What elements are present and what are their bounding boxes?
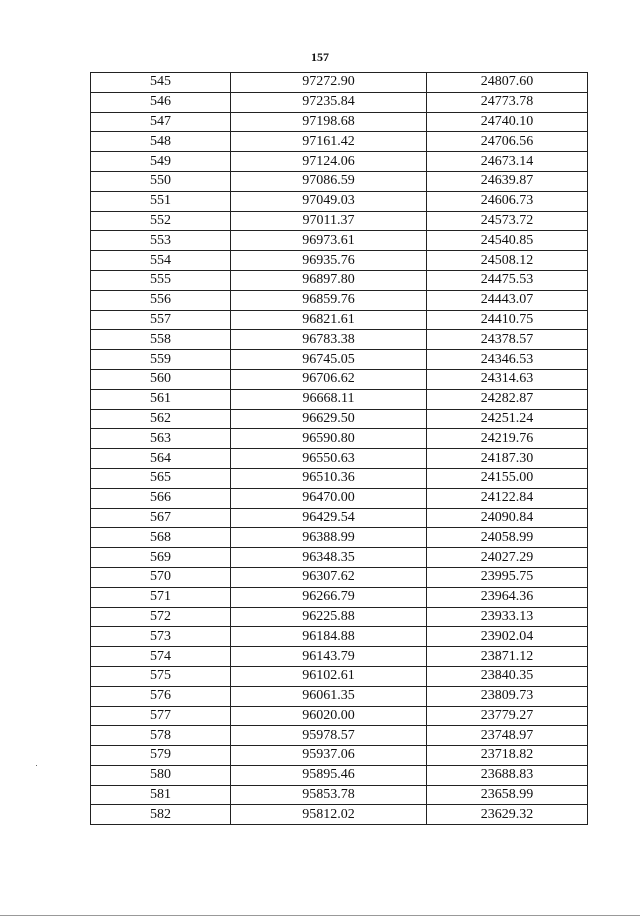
row-index-cell: 552: [91, 211, 231, 231]
first-value-cell: 96706.62: [231, 369, 427, 389]
second-value-cell: 24540.85: [427, 231, 588, 251]
row-index-cell: 553: [91, 231, 231, 251]
second-value-cell: 24639.87: [427, 171, 588, 191]
table-row: [91, 231, 588, 251]
first-value-cell: 96143.79: [231, 647, 427, 667]
table-row: [91, 726, 588, 746]
second-value-cell: 23933.13: [427, 607, 588, 627]
second-value-cell: 24155.00: [427, 468, 588, 488]
second-value-cell: 24773.78: [427, 92, 588, 112]
table-row: [91, 290, 588, 310]
table-row: [91, 310, 588, 330]
second-value-cell: 24606.73: [427, 191, 588, 211]
table-row: [91, 211, 588, 231]
first-value-cell: 97011.37: [231, 211, 427, 231]
second-value-cell: 24807.60: [427, 73, 588, 93]
second-value-cell: 23718.82: [427, 746, 588, 766]
row-index-cell: 578: [91, 726, 231, 746]
table-row: [91, 73, 588, 93]
second-value-cell: 24378.57: [427, 330, 588, 350]
row-index-cell: 581: [91, 785, 231, 805]
first-value-cell: 96935.76: [231, 251, 427, 271]
first-value-cell: 96184.88: [231, 627, 427, 647]
row-index-cell: 551: [91, 191, 231, 211]
second-value-cell: 24090.84: [427, 508, 588, 528]
second-value-cell: 23658.99: [427, 785, 588, 805]
table-row: [91, 132, 588, 152]
table-row: [91, 191, 588, 211]
first-value-cell: 96061.35: [231, 686, 427, 706]
second-value-cell: 24027.29: [427, 548, 588, 568]
table-row: [91, 548, 588, 568]
first-value-cell: 96821.61: [231, 310, 427, 330]
second-value-cell: 24706.56: [427, 132, 588, 152]
first-value-cell: 96020.00: [231, 706, 427, 726]
second-value-cell: 24443.07: [427, 290, 588, 310]
second-value-cell: 24673.14: [427, 152, 588, 172]
table-body: [91, 73, 588, 825]
second-value-cell: 24282.87: [427, 389, 588, 409]
row-index-cell: 547: [91, 112, 231, 132]
table-row: [91, 488, 588, 508]
table-row: [91, 528, 588, 548]
row-index-cell: 579: [91, 746, 231, 766]
second-value-cell: 24573.72: [427, 211, 588, 231]
table-row: [91, 330, 588, 350]
second-value-cell: 23688.83: [427, 765, 588, 785]
first-value-cell: 96348.35: [231, 548, 427, 568]
first-value-cell: 95853.78: [231, 785, 427, 805]
first-value-cell: 96225.88: [231, 607, 427, 627]
first-value-cell: 96745.05: [231, 350, 427, 370]
table-row: [91, 706, 588, 726]
first-value-cell: 97124.06: [231, 152, 427, 172]
first-value-cell: 96266.79: [231, 587, 427, 607]
second-value-cell: 24314.63: [427, 369, 588, 389]
table-row: [91, 429, 588, 449]
second-value-cell: 24508.12: [427, 251, 588, 271]
scan-speck: [36, 765, 37, 766]
second-value-cell: 23629.32: [427, 805, 588, 825]
second-value-cell: 23995.75: [427, 567, 588, 587]
data-table: [90, 72, 588, 825]
table-row: [91, 369, 588, 389]
row-index-cell: 563: [91, 429, 231, 449]
first-value-cell: 97161.42: [231, 132, 427, 152]
row-index-cell: 550: [91, 171, 231, 191]
row-index-cell: 562: [91, 409, 231, 429]
first-value-cell: 96590.80: [231, 429, 427, 449]
second-value-cell: 23748.97: [427, 726, 588, 746]
row-index-cell: 557: [91, 310, 231, 330]
second-value-cell: 23902.04: [427, 627, 588, 647]
row-index-cell: 548: [91, 132, 231, 152]
row-index-cell: 555: [91, 270, 231, 290]
row-index-cell: 576: [91, 686, 231, 706]
first-value-cell: 96429.54: [231, 508, 427, 528]
second-value-cell: 24122.84: [427, 488, 588, 508]
page-number: 157: [311, 50, 329, 64]
table-row: [91, 765, 588, 785]
second-value-cell: 23779.27: [427, 706, 588, 726]
first-value-cell: 97272.90: [231, 73, 427, 93]
second-value-cell: 23964.36: [427, 587, 588, 607]
row-index-cell: 568: [91, 528, 231, 548]
second-value-cell: 24187.30: [427, 449, 588, 469]
row-index-cell: 549: [91, 152, 231, 172]
row-index-cell: 559: [91, 350, 231, 370]
row-index-cell: 572: [91, 607, 231, 627]
table-row: [91, 686, 588, 706]
table-row: [91, 350, 588, 370]
first-value-cell: 95895.46: [231, 765, 427, 785]
row-index-cell: 561: [91, 389, 231, 409]
table-row: [91, 666, 588, 686]
second-value-cell: 24740.10: [427, 112, 588, 132]
table-row: [91, 567, 588, 587]
table-row: [91, 449, 588, 469]
second-value-cell: 24219.76: [427, 429, 588, 449]
first-value-cell: 96897.80: [231, 270, 427, 290]
first-value-cell: 96102.61: [231, 666, 427, 686]
second-value-cell: 23871.12: [427, 647, 588, 667]
first-value-cell: 95978.57: [231, 726, 427, 746]
table-row: [91, 508, 588, 528]
first-value-cell: 97049.03: [231, 191, 427, 211]
first-value-cell: 96668.11: [231, 389, 427, 409]
row-index-cell: 575: [91, 666, 231, 686]
table-row: [91, 627, 588, 647]
first-value-cell: 97198.68: [231, 112, 427, 132]
first-value-cell: 96388.99: [231, 528, 427, 548]
table-row: [91, 270, 588, 290]
first-value-cell: 96550.63: [231, 449, 427, 469]
table-row: [91, 647, 588, 667]
table-row: [91, 409, 588, 429]
table-row: [91, 112, 588, 132]
first-value-cell: 95937.06: [231, 746, 427, 766]
second-value-cell: 24346.53: [427, 350, 588, 370]
row-index-cell: 571: [91, 587, 231, 607]
table-row: [91, 805, 588, 825]
second-value-cell: 24475.53: [427, 270, 588, 290]
row-index-cell: 564: [91, 449, 231, 469]
second-value-cell: 24410.75: [427, 310, 588, 330]
table-row: [91, 607, 588, 627]
row-index-cell: 556: [91, 290, 231, 310]
row-index-cell: 545: [91, 73, 231, 93]
row-index-cell: 558: [91, 330, 231, 350]
first-value-cell: 96783.38: [231, 330, 427, 350]
table-row: [91, 785, 588, 805]
row-index-cell: 582: [91, 805, 231, 825]
table-row: [91, 92, 588, 112]
table-row: [91, 171, 588, 191]
second-value-cell: 24251.24: [427, 409, 588, 429]
row-index-cell: 569: [91, 548, 231, 568]
table-row: [91, 746, 588, 766]
row-index-cell: 560: [91, 369, 231, 389]
row-index-cell: 567: [91, 508, 231, 528]
table-row: [91, 389, 588, 409]
row-index-cell: 574: [91, 647, 231, 667]
first-value-cell: 96510.36: [231, 468, 427, 488]
row-index-cell: 577: [91, 706, 231, 726]
table-row: [91, 587, 588, 607]
table-row: [91, 468, 588, 488]
row-index-cell: 570: [91, 567, 231, 587]
first-value-cell: 96307.62: [231, 567, 427, 587]
first-value-cell: 96973.61: [231, 231, 427, 251]
first-value-cell: 97086.59: [231, 171, 427, 191]
row-index-cell: 573: [91, 627, 231, 647]
row-index-cell: 546: [91, 92, 231, 112]
first-value-cell: 96859.76: [231, 290, 427, 310]
row-index-cell: 566: [91, 488, 231, 508]
row-index-cell: 554: [91, 251, 231, 271]
second-value-cell: 24058.99: [427, 528, 588, 548]
row-index-cell: 565: [91, 468, 231, 488]
first-value-cell: 96629.50: [231, 409, 427, 429]
second-value-cell: 23809.73: [427, 686, 588, 706]
table-row: [91, 152, 588, 172]
first-value-cell: 95812.02: [231, 805, 427, 825]
page-bottom-edge: [0, 915, 640, 916]
first-value-cell: 96470.00: [231, 488, 427, 508]
first-value-cell: 97235.84: [231, 92, 427, 112]
table-row: [91, 251, 588, 271]
row-index-cell: 580: [91, 765, 231, 785]
second-value-cell: 23840.35: [427, 666, 588, 686]
